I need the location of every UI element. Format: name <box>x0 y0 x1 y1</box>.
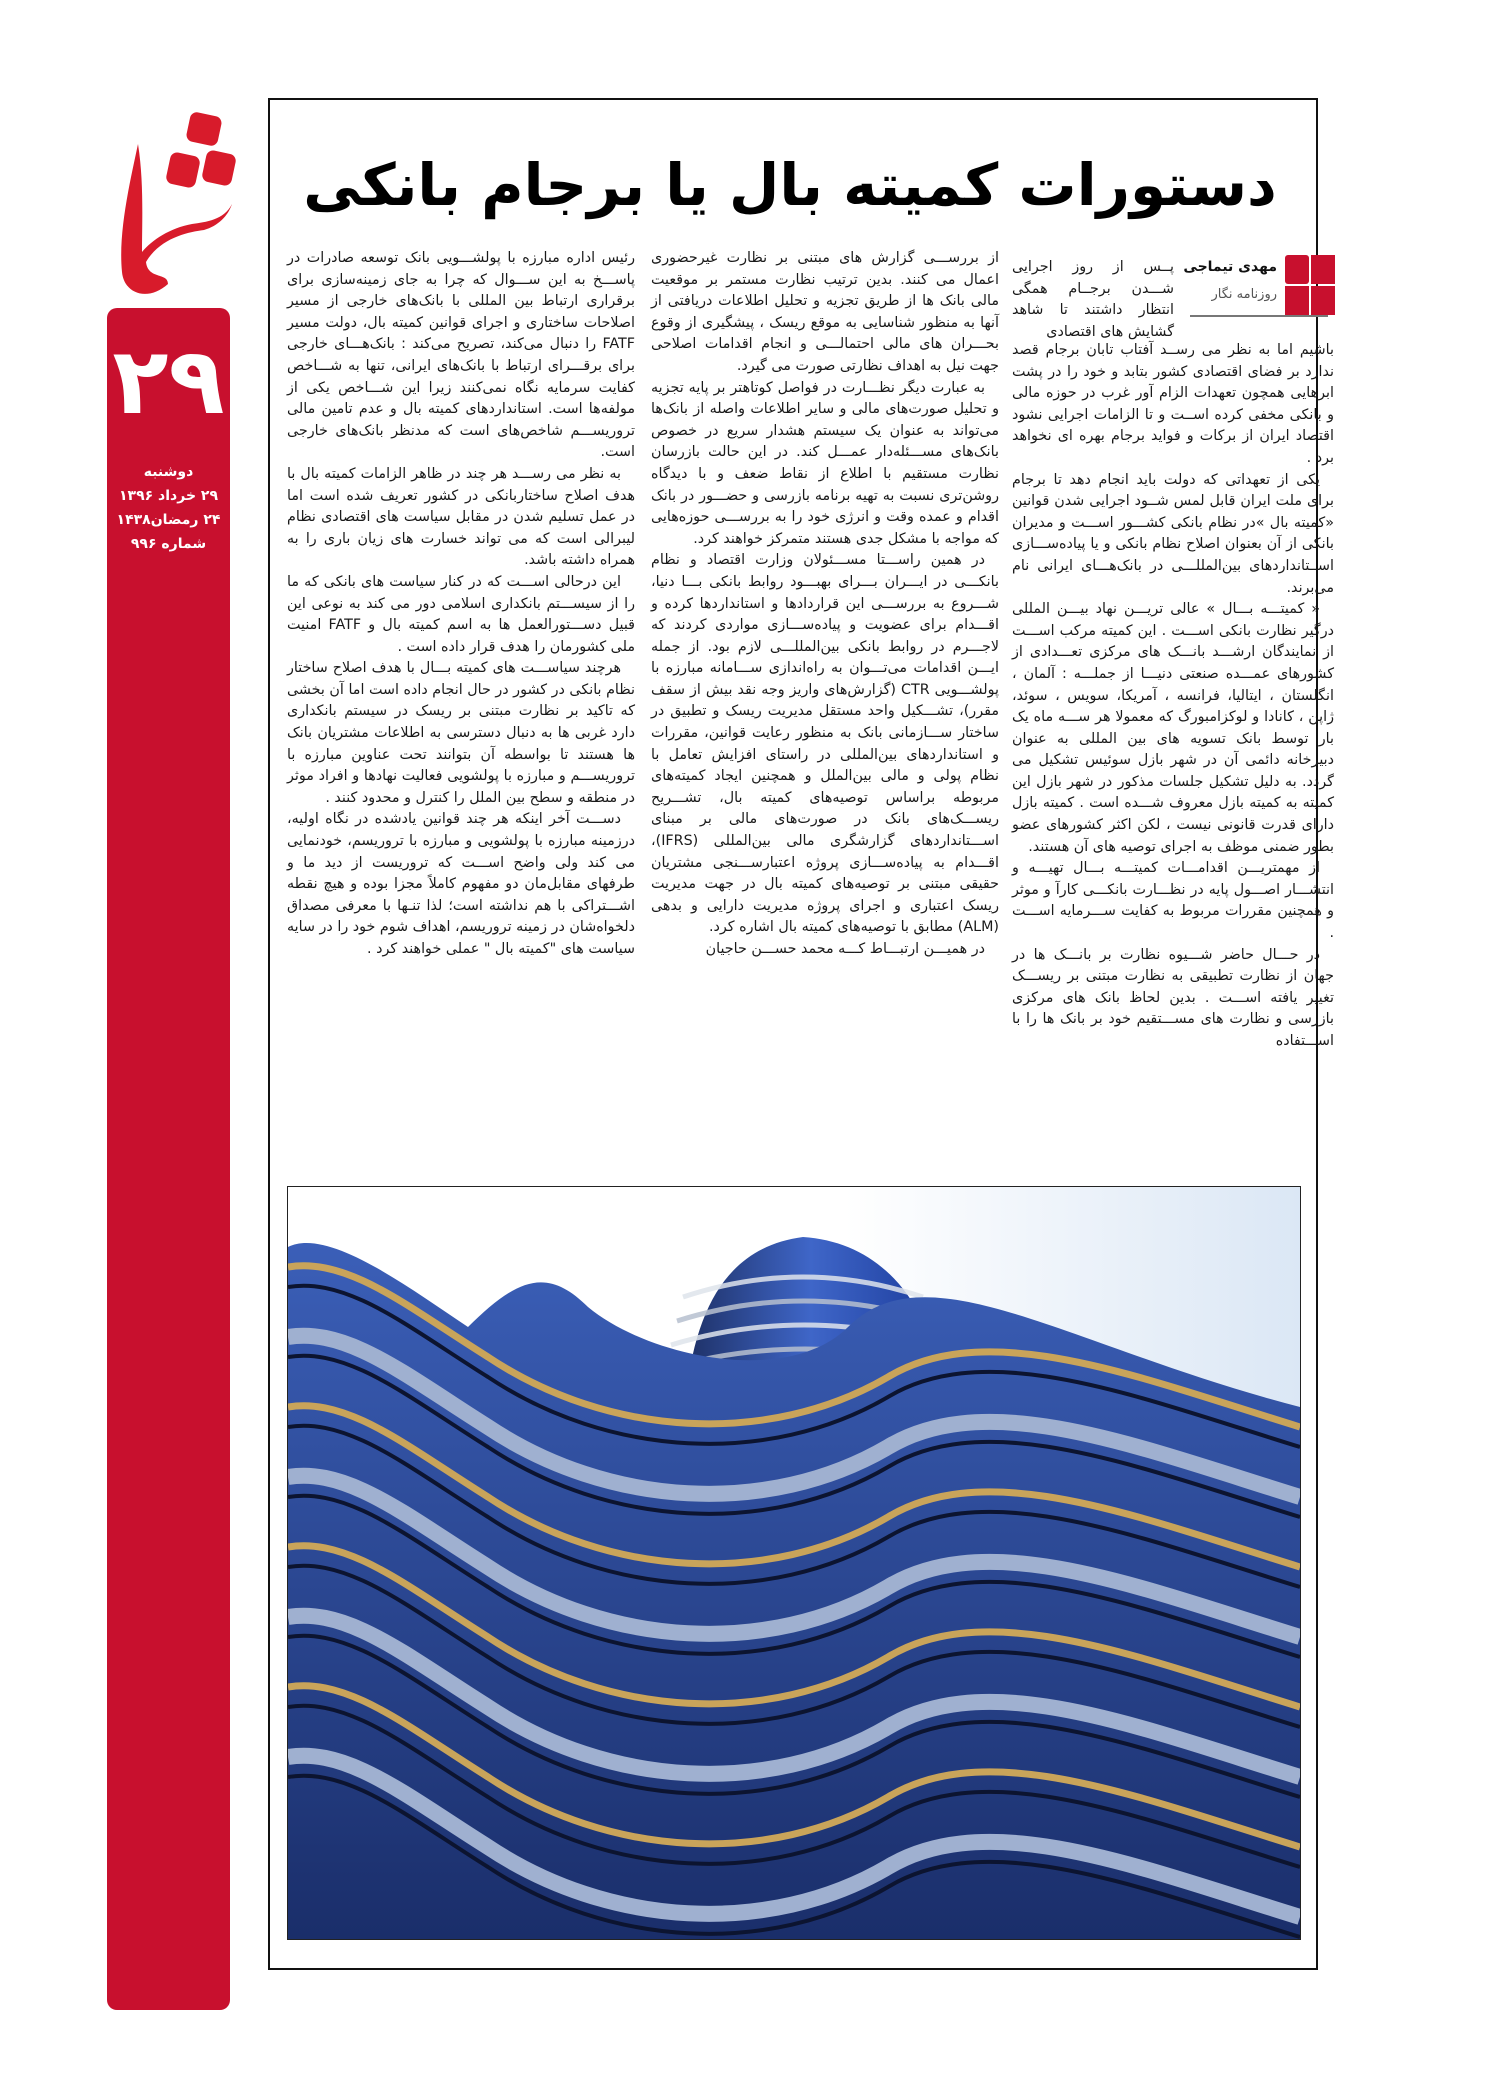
byline <box>1183 255 1335 317</box>
issue-info-panel <box>107 308 230 2010</box>
byline-divider <box>1190 315 1328 317</box>
paragraph: این درحالی اســـت که در کنار سیاست های بانکی که ما را از سیســـتم بانکداری اسلامی دور می کند به نوعی این قبیل دســـتورالعمل ها به اسم کمیته بال و FATF امنیت ملی کشورمان را هدف قرار داده است . <box>287 573 636 655</box>
byline-square-icon <box>1285 255 1335 315</box>
logo-shin-icon <box>108 112 238 302</box>
building-photo <box>287 1186 1301 1940</box>
publication-logo <box>108 112 238 302</box>
paragraph: دســـت آخر اینکه هر چند قوانین یادشده در نگاه اولیه، درزمینه مبارزه با پولشویی و مبارزه با تروریسم، خودنمایی می کند ولی واضح اســـت که تروریست از دید ما و طرفهای مقابل‌مان دو مفهوم کاملاً مجزا بوده و هیچ نقطه اشـــتراکی با هم نداشته است؛ لذا تنـها با معرفی مصداق دلخواه‌شان در زمینه تروریسم، اهداف شوم خود را در سایه سیاست های "کمیته بال " عملی خواهند کرد . <box>287 811 635 957</box>
issue-number: شماره ۹۹۶ <box>130 536 207 552</box>
date-lunar: ۲۴ رمضان۱۴۳۸ <box>116 512 221 528</box>
paragraph: به عبارت دیگر نظـــارت در فواصل کوتاهتر بر پایه تجزیه و تحلیل صورت‌های مالی و سایر اطلاعات واصله از بانک‌ها می‌تواند به عنوان یک سیستم هشدار سریع در خصوص بانک‌های مســـئله‌دار عمـــل کند. در این حالت بازرسان نظارت مستقیم با اطلاع از نقاط ضعف و با دیدگاه روشن‌تری نسبت به تهیه برنامه بازرسی و حضـــور در بانک اقدام و عمده وقت و انرژی خود را به بررســـی حوزه‌هایی که مواجه با مشکل جدی هستند متمرکز خواهند کرد. <box>651 379 999 547</box>
author-name: مهدی تیماجی <box>1183 259 1277 275</box>
paragraph: به نظر می رســـد هر چند در ظاهر الزامات کمیته بال با هدف اصلاح ساختاربانکی در کشور تعریف شده است اما در عمل تسلیم شدن در مقابل سیاست های اقتصادی نظام لیبرالی است که می تواند خسارت های زیان باری را به همراه داشته باشد. <box>287 465 635 569</box>
article-column-2 <box>651 248 999 961</box>
paragraph: یکی از تعهداتی که دولت باید انجام دهد تا برجام برای ملت ایران قابل لمس شــود اجرایی شدن قوانین «کمیته بال »در نظام بانکی کشـــور اســـت و مدیران بانکی از آن بعنوان اصلاح نظام بانکی و یا پیاده‌ســـازی اســتانداردهای بین‌المللـــی در بانک‌هـــای ایرانی نام می‌برند. <box>1012 471 1334 596</box>
paragraph: رئیس اداره مبارزه با پولشـــویی بانک توسعه صادرات در پاســـخ به این ســـوال که چرا به جای زمینه‌سازی برای برقراری ارتباط بین المللی با بانک‌های خارجی از مسیر اصلاحات ساختاری و اجرای قوانین کمیته بال، دولت مسیر FATF را دنبال می‌کند، تصریح می‌کند : بانک‌هـــای خارجی برای برقـــرای ارتباط با بانک‌های ایرانی، تنها به شـــاخص کفایت سرمایه نگاه نمی‌کنند زیرا این شـــاخص یکی از مولفه‌ها است. استانداردهای کمیته بال و عدم تامین مالی تروریســـم شاخص‌های است که مدنظر بانک‌های خارجی است. <box>287 250 635 461</box>
article-column-1 <box>1012 340 1334 1053</box>
building-image <box>288 1187 1300 1939</box>
paragraph: در همین راســـتا مســـئولان وزارت اقتصاد و نظام بانکـــی در ایـــران بـــرای بهبـــود روابط بانکی بـــا دنیا، شـــروع به بررســـی این قراردادها و استانداردها کرده و اقـــدام برای عضویت و پیاده‌ســـازی مواردی کردند که لاجـــرم در روابط بانکی بین‌المللـــی لازم بود. از جمله ایـــن اقدامات می‌تـــوان به راه‌اندازی ســـامانه مبارزه با پولشـــویی CTR (گزارش‌های واریز وجه نقد بیش از سقف مقرر)، تشـــکیل واحد مستقل مدیریت ریسک و تطبیق در ساختار ســـازمانی بانک به منظور رعایت قوانین، مقررات و استانداردهای بین‌المللی در راستای افزایش تعامل با نظام پولی و مالی بین‌الملل و همچنین ایجاد کمیته‌های مربوطه براساس توصیه‌های کمیته بال، تشـــریح ریســـک‌های بانک در صورت‌های مالی بر مبنای اســـتانداردهای گزارشگری مالی بین‌المللی (IFRS)، اقـــدام به پیاده‌ســـازی پروژه اعتبارســـنجی مشتریان حقیقی مبتنی بر توصیه‌های کمیته بال در جهت مدیریت ریسک اعتباری و اجرای پروژه مدیریت دارایی و بدهی (ALM) مطابق با توصیه‌های کمیته بال اشاره کرد. <box>651 552 999 936</box>
paragraph: « کمیتـــه بـــال » عالی تریـــن نهاد بیـــن المللی درگیر نظارت بانکی اســـت . این کمیته مرکب اســـت از نمایندگان ارشـــد بانـــک های مرکزی تعـــدادی از کشورهای عمـــده صنعتی دنیـــا از جملـــه : آلمان ، انگلستان ، ایتالیا، فرانسه ، آمریکا، سویس ، سوئد، ژاپن ، کانادا و لوکزامبورگ که معمولا هر ســـه ماه یک بار توسط بانک تسویه های بین المللی به عنوان دبیرخانه دائمی آن در شهر بازل سوئیس تشکیل می گردد. به دلیل تشکیل جلسات مذکور در شهر بازل این کمیته به کمیته بازل معروف شـــده است . کمیته بازل دارای قدرت قانونی نیست ، لکن اکثر کشورهای عضو بطور ضمنی موظف به اجرای توصیه های آن هستند. <box>1012 601 1334 855</box>
weekday: دوشنبه <box>143 464 194 480</box>
article-intro: پــس از روز اجرایی شـــدن برجــام همگی انتظار داشتند تا شاهد گشایش های اقتصادی <box>1012 259 1174 340</box>
author-role: روزنامه نگار <box>1211 287 1277 302</box>
paragraph: در حـــال حاضر شـــیوه نظارت بر بانـــک ها در جهان از نظارت تطبیقی به نظارت مبتنی بر ریســـک تغییر یافته اســـت . بدین لحاظ بانک های مرکزی بازرسی و نظارت های مســـتقیم خود بر بانک ها را با اســـتفاده <box>1012 946 1334 1049</box>
paragraph: هرچند سیاســـت های کمیته بـــال با هدف اصلاح ساختار نظام بانکی در کشور در حال انجام داده است اما آن بخشی که تاکید بر نظارت مبتنی بر ریسک در سیستم بانکداری دارد غربی ها به دنبال دسترسی به اطلاعات مشتریان بانک ها هستند تا بواسطه آن بتوانند تحت عناوین مبارزه با تروریســـم و مبارزه با پولشویی فعالیت نهادها و افراد موثر در منطقه و سطح بین الملل را کنترل و محدود کنند . <box>287 660 635 806</box>
page-number: ۲۹ <box>112 328 225 435</box>
article-title: دستورات کمیته بال یا برجام بانکی <box>303 151 1277 219</box>
paragraph: از بررســـی گزارش های مبتنی بر نظارت غیرحضوری اعمال می کنند. بدین ترتیب نظارت مستمر بر موقعیت مالی بانک ها از طریق تجزیه و تحلیل اطلاعات دریافتی از آنها به منظور شناسایی به موقع ریسک ، پیشگیری از وقوع بحـــران های مالی احتمالـــی و انجام اقدامات اصلاحی جهت نیل به اهداف نظارتی صورت می گیرد. <box>651 250 999 374</box>
date-solar: ۲۹ خرداد ۱۳۹۶ <box>119 488 218 504</box>
paragraph: باشیم اما به نظر می رســد آفتاب تابان برجام قصد ندارد بر فضای اقتصادی کشور بتابد و خود را در پشت ابرهایی همچون تعهدات الزام آور غرب در حوزه مالی و بانکی مخفی کرده اســت و تا الزامات اجرایی نشود اقتصاد ایران از برکات و فواید برجام بهره ای نخواهد برد . <box>1012 342 1334 466</box>
article-column-3 <box>287 248 635 961</box>
paragraph: از مهمتریـــن اقدامـــات کمیتـــه بـــال تهیـــه و انتشـــار اصـــول پایه در نظـــارت بانکـــی کارآ و موثر و همچنین مقررات مربوط به کفایت ســـرمایه اســـت . <box>1012 860 1334 942</box>
paragraph: در همیـــن ارتبـــاط کـــه محمد حســـن حاجیان <box>705 941 985 957</box>
